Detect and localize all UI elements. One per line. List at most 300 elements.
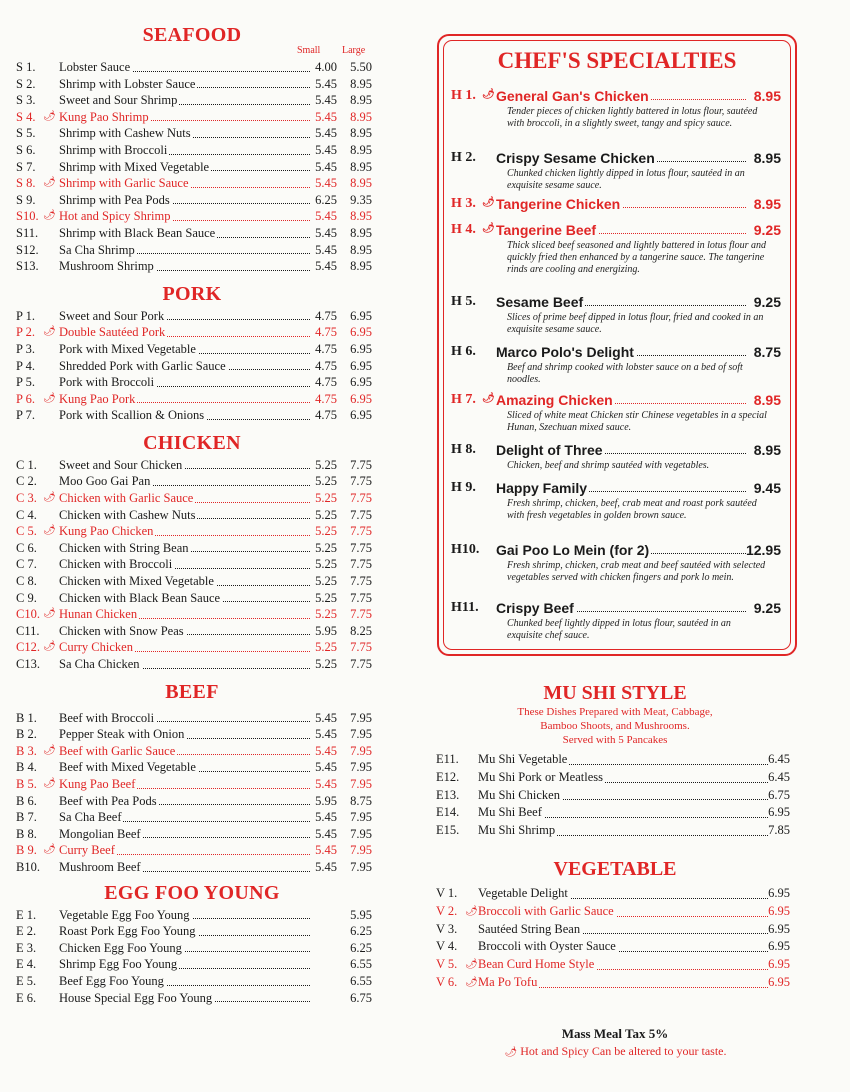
vegetable-item xyxy=(430,938,800,956)
price-large: 7.75 xyxy=(350,640,372,655)
specialty-description: Beef and shrimp cooked with lobster sauce on a bed of soft noodles. xyxy=(507,362,743,385)
item-name xyxy=(59,324,310,341)
pepper-icon: 🌶︎ xyxy=(465,905,478,917)
price-small: 5.95 xyxy=(315,623,337,638)
item-name xyxy=(478,822,768,840)
seafood-item xyxy=(12,109,372,126)
specialty-item xyxy=(451,88,781,130)
beef-item xyxy=(12,743,372,760)
item-name xyxy=(478,769,768,787)
item-code: S13. xyxy=(16,259,39,274)
beef-item xyxy=(12,710,372,727)
mu-shi-note-2: Bamboo Shoots, and Mushrooms. xyxy=(540,720,690,732)
seafood-item xyxy=(12,225,372,242)
item-name-text: House Special Egg Foo Young xyxy=(59,990,213,1005)
size-header xyxy=(12,47,372,59)
item-name-text: Beef with Pea Pods xyxy=(59,793,157,808)
vegetable-item xyxy=(430,921,800,939)
specialty-code: H 7. xyxy=(451,392,476,407)
pepper-icon: 🌶︎ xyxy=(482,89,495,100)
price-large: 8.95 xyxy=(350,176,372,191)
item-name xyxy=(59,710,310,727)
price-small: 4.75 xyxy=(315,325,337,340)
beef-item xyxy=(12,726,372,743)
item-name xyxy=(59,956,310,973)
pork-item xyxy=(12,374,372,391)
beef-item xyxy=(12,759,372,776)
specialty-item xyxy=(451,442,781,472)
hot-spicy-note xyxy=(430,1044,800,1059)
item-name xyxy=(59,656,310,673)
item-code: V 2. xyxy=(436,903,458,918)
price: 6.75 xyxy=(350,990,372,1005)
item-name xyxy=(59,623,310,640)
specialty-name xyxy=(496,344,746,360)
specialty-name-text: Amazing Chicken xyxy=(496,392,613,408)
beef-item xyxy=(12,859,372,876)
item-code: C12. xyxy=(16,640,40,655)
price-large: 7.75 xyxy=(350,590,372,605)
specialty-code: H 4. xyxy=(451,222,476,237)
item-name-text: Shredded Pork with Garlic Sauce xyxy=(59,358,226,373)
seafood-item xyxy=(12,92,372,109)
item-name xyxy=(59,457,310,474)
item-code: E 2. xyxy=(16,924,37,939)
price-large: 8.95 xyxy=(350,142,372,157)
pepper-icon: 🌶︎ xyxy=(465,959,478,971)
price-small: 5.45 xyxy=(315,843,337,858)
right-lower xyxy=(430,682,800,992)
item-code: E15. xyxy=(436,823,460,838)
specialty-price: 8.95 xyxy=(753,88,781,104)
price: 6.75 xyxy=(768,787,790,802)
item-code: S 3. xyxy=(16,93,36,108)
price-large: 7.95 xyxy=(350,710,372,725)
pepper-icon: 🌶︎ xyxy=(43,492,56,504)
specialty-price: 9.25 xyxy=(753,600,781,616)
seafood-item xyxy=(12,242,372,259)
vegetable-item xyxy=(430,956,800,974)
item-name xyxy=(59,159,310,176)
specialty-item xyxy=(451,150,781,192)
price-small: 4.75 xyxy=(315,358,337,373)
beef-title: BEEF xyxy=(165,680,219,703)
item-name xyxy=(478,956,768,974)
price-large: 7.95 xyxy=(350,826,372,841)
pepper-icon: 🌶︎ xyxy=(43,525,56,537)
specialty-description: Slices of prime beef dipped in lotus flour, fried and cooked in an exquisite sesame sauce. xyxy=(507,312,764,335)
item-name xyxy=(59,793,310,810)
pepper-icon: 🌶︎ xyxy=(482,393,495,404)
item-name-text: Sweet and Sour Pork xyxy=(59,308,165,323)
item-code: P 6. xyxy=(16,391,35,406)
pepper-icon: 🌶︎ xyxy=(43,844,56,856)
item-code: S 2. xyxy=(16,76,36,91)
item-code: C 7. xyxy=(16,557,37,572)
price-small: 6.25 xyxy=(315,192,337,207)
item-name xyxy=(59,639,310,656)
item-name xyxy=(59,374,310,391)
egg-foo-young-item xyxy=(12,907,372,924)
price-large: 6.95 xyxy=(350,375,372,390)
item-name xyxy=(478,787,768,805)
item-code: V 3. xyxy=(436,921,458,936)
price-small: 4.75 xyxy=(315,375,337,390)
chicken-item xyxy=(12,523,372,540)
vegetable-list xyxy=(430,885,800,992)
mu-shi-item xyxy=(430,804,800,822)
item-name xyxy=(59,175,310,192)
price-large: 6.95 xyxy=(350,308,372,323)
pork-item xyxy=(12,358,372,375)
item-name-text: Sweet and Sour Chicken xyxy=(59,457,183,472)
item-name-text: Kung Pao Beef xyxy=(59,776,136,791)
price-small: 5.45 xyxy=(315,727,337,742)
item-code: S11. xyxy=(16,225,39,240)
price-small: 4.75 xyxy=(315,341,337,356)
item-name-text: Mu Shi Vegetable xyxy=(478,752,568,766)
egg-foo-young-item xyxy=(12,973,372,990)
price-small: 5.45 xyxy=(315,225,337,240)
specialty-name xyxy=(496,600,746,616)
item-name xyxy=(59,242,310,259)
price: 5.95 xyxy=(350,907,372,922)
price-small: 5.45 xyxy=(315,776,337,791)
price-small: 5.45 xyxy=(315,93,337,108)
pepper-icon: 🌶︎ xyxy=(482,197,495,208)
item-code: E 5. xyxy=(16,973,37,988)
price-large: 7.95 xyxy=(350,810,372,825)
beef-item xyxy=(12,809,372,826)
pork-item xyxy=(12,308,372,325)
item-name xyxy=(59,726,310,743)
item-code: S 6. xyxy=(16,142,36,157)
item-name-text: Beef with Garlic Sauce xyxy=(59,743,176,758)
item-name xyxy=(59,192,310,209)
price-large: 8.25 xyxy=(350,623,372,638)
item-name-text: Shrimp with Pea Pods xyxy=(59,192,170,207)
specialty-name-text: Tangerine Beef xyxy=(496,222,597,238)
item-name-text: Mu Shi Beef xyxy=(478,805,542,820)
item-name-text: Mu Shi Shrimp xyxy=(478,823,556,838)
price-large: 6.95 xyxy=(350,391,372,406)
price-small: 5.25 xyxy=(315,557,337,572)
price-large: 7.95 xyxy=(350,743,372,758)
price: 6.95 xyxy=(768,957,790,972)
specialty-price: 12.95 xyxy=(745,542,781,558)
specialty-name-text: General Gan's Chicken xyxy=(496,88,649,104)
price-large: 8.95 xyxy=(350,76,372,91)
price-small: 5.45 xyxy=(315,710,337,725)
item-name-text: Chicken Egg Foo Young xyxy=(59,940,182,955)
specialty-head xyxy=(451,150,781,168)
item-name xyxy=(59,776,310,793)
specialty-price: 8.95 xyxy=(753,196,781,212)
seafood-item xyxy=(12,208,372,225)
egg-foo-young-item xyxy=(12,990,372,1007)
pork-item xyxy=(12,391,372,408)
chicken-item xyxy=(12,590,372,607)
item-code: C 2. xyxy=(16,474,37,489)
item-code: V 6. xyxy=(436,974,458,989)
price-small: 5.25 xyxy=(315,457,337,472)
item-name-text: Sa Cha Beef xyxy=(59,810,122,825)
specialty-code: H 9. xyxy=(451,480,476,495)
item-name-text: Shrimp with Broccoli xyxy=(59,142,168,157)
item-name-text: Broccoli with Oyster Sauce xyxy=(478,939,616,954)
item-name-text: Kung Pao Pork xyxy=(59,391,136,406)
item-name-text: Chicken with Cashew Nuts xyxy=(59,507,196,522)
specialty-head xyxy=(451,480,781,498)
item-name-text: Chicken with Snow Peas xyxy=(59,623,184,638)
egg-foo-young-item xyxy=(12,956,372,973)
price: 6.55 xyxy=(350,973,372,988)
specialty-name-text: Sesame Beef xyxy=(496,294,584,310)
pork-item xyxy=(12,341,372,358)
price-large: 8.95 xyxy=(350,209,372,224)
item-code: P 7. xyxy=(16,408,35,423)
item-code: S 4. xyxy=(16,109,36,124)
price-small: 4.00 xyxy=(315,60,337,74)
item-code: V 5. xyxy=(436,957,458,972)
egg-foo-young-item xyxy=(12,923,372,940)
price-large: 7.75 xyxy=(350,607,372,622)
price-small: 5.25 xyxy=(315,474,337,489)
item-code: C 8. xyxy=(16,574,37,589)
specialty-name xyxy=(496,88,746,104)
item-code: P 2. xyxy=(16,325,35,340)
item-name-text: Mushroom Shrimp xyxy=(59,259,154,274)
price-small: 5.25 xyxy=(315,607,337,622)
item-code: B 1. xyxy=(16,710,37,725)
item-name xyxy=(59,923,310,940)
pepper-icon: 🌶︎ xyxy=(43,392,56,404)
item-name-text: Sautéed String Bean xyxy=(478,921,581,936)
specialty-name xyxy=(496,222,746,238)
item-name-text: Chicken with Black Bean Sauce xyxy=(59,590,221,605)
item-code: C 1. xyxy=(16,457,37,472)
item-code: P 4. xyxy=(16,358,35,373)
price-large: 8.95 xyxy=(350,109,372,124)
specialty-head xyxy=(451,88,781,106)
item-name xyxy=(59,809,310,826)
item-name xyxy=(478,974,768,992)
item-code: S 1. xyxy=(16,60,36,74)
chicken-item xyxy=(12,457,372,474)
item-name-text: Shrimp with Cashew Nuts xyxy=(59,126,191,141)
mu-shi-list xyxy=(430,751,800,840)
item-name-text: Mu Shi Pork or Meatless xyxy=(478,769,603,784)
price-large: 7.75 xyxy=(350,540,372,555)
price-large: 6.95 xyxy=(350,358,372,373)
price: 6.95 xyxy=(768,805,790,820)
item-code: B 6. xyxy=(16,793,37,808)
item-code: C13. xyxy=(16,657,40,671)
item-code: E12. xyxy=(436,769,460,784)
price-small: 5.45 xyxy=(315,242,337,257)
item-name-text: Shrimp with Mixed Vegetable xyxy=(59,159,210,174)
item-name xyxy=(59,573,310,590)
price-small: 5.25 xyxy=(315,524,337,539)
item-name-text: Double Sautéed Pork xyxy=(59,325,166,340)
price: 7.85 xyxy=(768,823,790,838)
item-code: C10. xyxy=(16,607,40,622)
item-name-text: Chicken with Broccoli xyxy=(59,557,173,572)
price-large: 7.75 xyxy=(350,474,372,489)
item-name-text: Chicken with String Bean xyxy=(59,540,189,555)
price: 6.95 xyxy=(768,921,790,936)
item-name xyxy=(59,76,310,93)
mu-shi-note-1: These Dishes Prepared with Meat, Cabbage, xyxy=(517,706,713,718)
item-code: E 6. xyxy=(16,990,37,1005)
left-column xyxy=(12,24,372,1006)
item-name xyxy=(59,59,310,76)
seafood-list xyxy=(12,59,372,275)
item-name-text: Chicken with Mixed Vegetable xyxy=(59,574,214,589)
specialty-head xyxy=(451,392,781,410)
beef-list xyxy=(12,710,372,876)
price-large: 7.95 xyxy=(350,760,372,775)
mu-shi-item xyxy=(430,769,800,787)
item-name xyxy=(59,523,310,540)
item-code: V 1. xyxy=(436,885,458,900)
item-name xyxy=(59,826,310,843)
specialty-name xyxy=(496,542,746,558)
item-name-text: Roast Pork Egg Foo Young xyxy=(59,924,196,939)
item-code: B10. xyxy=(16,859,40,874)
price: 6.95 xyxy=(768,885,790,900)
price: 6.55 xyxy=(350,957,372,972)
item-code: E11. xyxy=(436,752,459,766)
price: 6.25 xyxy=(350,940,372,955)
egg-foo-young-title: EGG FOO YOUNG xyxy=(104,881,280,904)
specialty-code: H 1. xyxy=(451,88,476,103)
item-name-text: Pork with Scallion & Onions xyxy=(59,408,205,423)
beef-item xyxy=(12,842,372,859)
seafood-item xyxy=(12,142,372,159)
item-name xyxy=(59,590,310,607)
specialty-item xyxy=(451,344,781,386)
specialty-name-text: Crispy Sesame Chicken xyxy=(496,150,655,166)
price-small: 5.25 xyxy=(315,491,337,506)
pepper-icon: 🌶︎ xyxy=(43,641,56,653)
price-large: 7.95 xyxy=(350,859,372,874)
item-name-text: Shrimp with Black Bean Sauce xyxy=(59,225,216,240)
pepper-icon: 🌶︎ xyxy=(43,326,56,338)
price-large: 9.35 xyxy=(350,192,372,207)
vegetable-item xyxy=(430,885,800,903)
pepper-icon: 🌶︎ xyxy=(43,210,56,222)
item-name xyxy=(59,92,310,109)
specialty-name-text: Crispy Beef xyxy=(496,600,574,616)
specialty-description: Chicken, beef and shrimp sautéed with vegetables. xyxy=(507,460,710,471)
item-name-text: Beef with Mixed Vegetable xyxy=(59,760,196,775)
price-large: 8.95 xyxy=(350,242,372,257)
price-large: 8.95 xyxy=(350,159,372,174)
specialty-price: 9.25 xyxy=(753,294,781,310)
pork-item xyxy=(12,324,372,341)
price-small: 4.75 xyxy=(315,391,337,406)
price-large: 7.75 xyxy=(350,491,372,506)
price-large: 5.50 xyxy=(350,60,372,74)
specialty-price: 8.95 xyxy=(753,150,781,166)
pepper-icon: 🌶︎ xyxy=(43,744,56,756)
specialty-price: 8.95 xyxy=(753,392,781,408)
specialty-item xyxy=(451,392,781,434)
price-large: 8.95 xyxy=(350,259,372,274)
price: 6.95 xyxy=(768,903,790,918)
item-name-text: Curry Chicken xyxy=(59,640,133,655)
seafood-item xyxy=(12,125,372,142)
price-small: 5.25 xyxy=(315,574,337,589)
price: 6.95 xyxy=(768,939,790,954)
pepper-icon: 🌶︎ xyxy=(43,777,56,789)
item-code: S 5. xyxy=(16,126,36,141)
item-name-text: Vegetable Egg Foo Young xyxy=(59,907,190,922)
item-name xyxy=(59,473,310,490)
price: 6.25 xyxy=(350,924,372,939)
item-name-text: Moo Goo Gai Pan xyxy=(59,474,151,489)
price-small: 5.45 xyxy=(315,142,337,157)
chicken-item xyxy=(12,507,372,524)
specialty-description: Chunked chicken lightly dipped in lotus flour, sautéed in an exquisite sesame sauce. xyxy=(507,168,745,191)
price-small: 5.45 xyxy=(315,76,337,91)
item-name-text: Mu Shi Chicken xyxy=(478,787,560,802)
item-name-text: Sweet and Sour Shrimp xyxy=(59,93,178,108)
item-code: C11. xyxy=(16,623,40,638)
price-small: 5.45 xyxy=(315,176,337,191)
specialty-name-text: Gai Poo Lo Mein (for 2) xyxy=(496,542,650,558)
specialty-name xyxy=(496,392,746,408)
chicken-item xyxy=(12,606,372,623)
price-large: 8.95 xyxy=(350,93,372,108)
item-name xyxy=(59,258,310,275)
pork-list xyxy=(12,308,372,424)
pepper-icon: 🌶︎ xyxy=(482,223,495,234)
item-code: P 1. xyxy=(16,308,35,323)
item-code: B 2. xyxy=(16,727,37,742)
item-code: E13. xyxy=(436,787,460,802)
item-name-text: Bean Curd Home Style xyxy=(478,957,595,972)
specialty-description: Fresh shrimp, chicken, crab meat and beef sautéed with selected vegetables served with chicken fingers and pork lo mein. xyxy=(507,560,766,583)
price-large: 8.75 xyxy=(350,793,372,808)
specialty-price: 8.75 xyxy=(753,344,781,360)
beef-item xyxy=(12,793,372,810)
specialty-description: Fresh shrimp, chicken, beef, crab meat and roast pork sautéed with fresh vegetables in golden brown sauce. xyxy=(507,498,757,521)
price-small: 5.25 xyxy=(315,590,337,605)
specialty-head xyxy=(451,344,781,362)
item-code: B 7. xyxy=(16,810,37,825)
specialty-head xyxy=(451,222,781,240)
item-code: B 8. xyxy=(16,826,37,841)
chicken-list xyxy=(12,457,372,673)
price: 6.45 xyxy=(768,769,790,784)
meal-tax-note: Mass Meal Tax 5% xyxy=(561,1026,669,1041)
item-name-text: Pepper Steak with Onion xyxy=(59,727,185,742)
specialty-name-text: Happy Family xyxy=(496,480,588,496)
seafood-item xyxy=(12,76,372,93)
price-small: 5.45 xyxy=(315,259,337,274)
specialty-item xyxy=(451,480,781,522)
pepper-icon: 🌶︎ xyxy=(43,110,56,122)
mu-shi-item xyxy=(430,822,800,840)
specialty-name-text: Marco Polo's Delight xyxy=(496,344,634,360)
item-code: P 5. xyxy=(16,375,35,390)
specialty-item xyxy=(451,294,781,336)
item-name xyxy=(59,341,310,358)
item-code: E14. xyxy=(436,805,460,820)
seafood-item xyxy=(12,192,372,209)
